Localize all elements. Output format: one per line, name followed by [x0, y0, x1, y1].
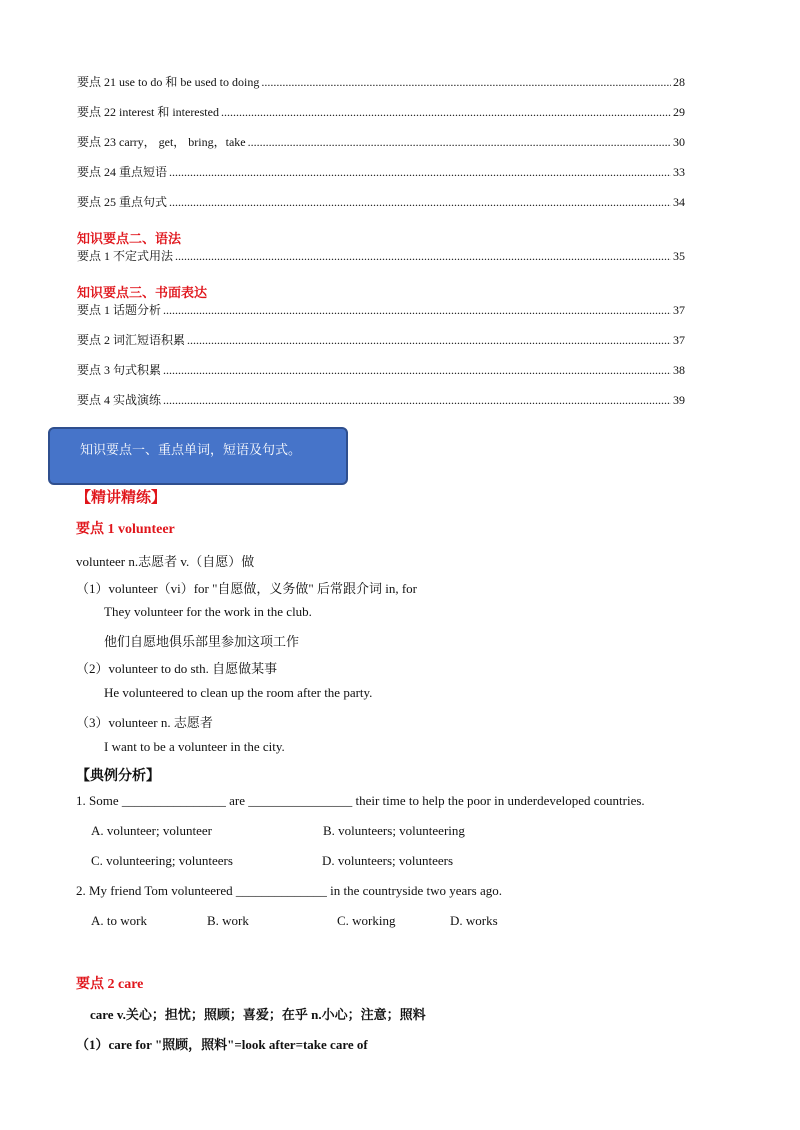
toc-entry-label: 要点 23 carry， get， bring，take — [77, 135, 246, 149]
point1-usage-3: （3）volunteer n. 志愿者 — [76, 715, 213, 730]
point1-usage-2: （2）volunteer to do sth. 自愿做某事 — [76, 661, 278, 676]
question-1-option-a: A. volunteer; volunteer — [91, 823, 212, 838]
point2-definition: care v.关心；担忧；照顾；喜爱；在乎 n.小心；注意；照料 — [90, 1007, 426, 1022]
toc-entry-label: 要点 21 use to do 和 be used to doing — [77, 75, 260, 89]
question-2-option-b: B. work — [207, 913, 249, 928]
toc-entry-page: 37 — [673, 303, 685, 317]
point1-definition: volunteer n.志愿者 v.（自愿）做 — [76, 554, 255, 569]
question-1-option-c: C. volunteering; volunteers — [91, 853, 233, 868]
toc-entry-label: 要点 3 句式积累 — [77, 363, 162, 377]
toc-leader-dots — [169, 165, 671, 180]
toc-entry-label: 要点 4 实战演练 — [77, 393, 162, 407]
toc-entry[interactable] — [77, 331, 685, 361]
question-2: 2. My friend Tom volunteered ______________ in the countryside two years ago. — [76, 883, 502, 898]
toc-entry-label: 要点 22 interest 和 interested — [77, 105, 219, 119]
point1-usage-1-translation: 他们自愿地俱乐部里参加这项工作 — [104, 634, 300, 649]
toc-entry-page: 28 — [673, 75, 685, 89]
toc-entry[interactable] — [77, 133, 685, 163]
toc-entry-label: 要点 24 重点短语 — [77, 165, 168, 179]
point1-usage-1: （1）volunteer（vi）for "自愿做，义务做" 后常跟介词 in, for — [76, 581, 417, 596]
question-1-option-b: B. volunteers; volunteering — [323, 823, 465, 838]
point1-title: 要点 1 volunteer — [76, 522, 175, 537]
toc-section-heading-grammar: 知识要点二、语法 — [77, 231, 182, 246]
toc-entry[interactable] — [77, 391, 685, 421]
lecture-heading: 【精讲精练】 — [76, 490, 167, 506]
toc-entry[interactable] — [77, 73, 685, 103]
question-1-option-d: D. volunteers; volunteers — [322, 853, 454, 868]
section-banner: 知识要点一、重点单词，短语及句式。 — [48, 427, 348, 485]
toc-entry[interactable] — [77, 247, 685, 277]
question-2-option-d: D. works — [450, 913, 498, 928]
point1-usage-3-example: I want to be a volunteer in the city. — [104, 739, 285, 754]
toc-entry[interactable] — [77, 361, 685, 391]
question-1: 1. Some ________________ are ________________ their time to help the poor in underdeveloped countries. — [76, 793, 645, 808]
toc-entry[interactable] — [77, 301, 685, 331]
toc-entry-label: 要点 25 重点句式 — [77, 195, 168, 209]
question-2-option-a: A. to work — [91, 913, 147, 928]
toc-entry-page: 35 — [673, 249, 685, 263]
toc-entry-label: 要点 1 话题分析 — [77, 303, 162, 317]
point2-title: 要点 2 care — [76, 977, 144, 992]
toc-entry[interactable] — [77, 163, 685, 193]
examples-heading: 【典例分析】 — [76, 769, 160, 784]
toc-leader-dots — [163, 363, 671, 378]
toc-leader-dots — [248, 135, 671, 150]
toc-entry-page: 39 — [673, 393, 685, 407]
point1-usage-1-example: They volunteer for the work in the club. — [104, 604, 312, 619]
toc-leader-dots — [169, 195, 671, 210]
toc-leader-dots — [261, 75, 671, 90]
toc-entry-page: 29 — [673, 105, 685, 119]
toc-entry[interactable] — [77, 103, 685, 133]
point2-usage-1: （1）care for "照顾，照料"=look after=take care of — [76, 1037, 368, 1052]
toc-leader-dots — [163, 393, 671, 408]
point1-usage-2-example: He volunteered to clean up the room after the party. — [104, 685, 373, 700]
toc-section-heading-writing: 知识要点三、书面表达 — [77, 285, 208, 300]
toc-leader-dots — [187, 333, 671, 348]
toc-entry[interactable] — [77, 193, 685, 223]
toc-leader-dots — [163, 303, 671, 318]
table-of-contents — [77, 73, 685, 421]
toc-entry-page: 37 — [673, 333, 685, 347]
question-2-option-c: C. working — [337, 913, 396, 928]
toc-leader-dots — [175, 249, 671, 264]
toc-leader-dots — [221, 105, 671, 120]
toc-entry-page: 38 — [673, 363, 685, 377]
toc-entry-page: 30 — [673, 135, 685, 149]
toc-entry-label: 要点 2 词汇短语积累 — [77, 333, 186, 347]
toc-entry-page: 33 — [673, 165, 685, 179]
toc-entry-label: 要点 1 不定式用法 — [77, 249, 174, 263]
toc-entry-page: 34 — [673, 195, 685, 209]
